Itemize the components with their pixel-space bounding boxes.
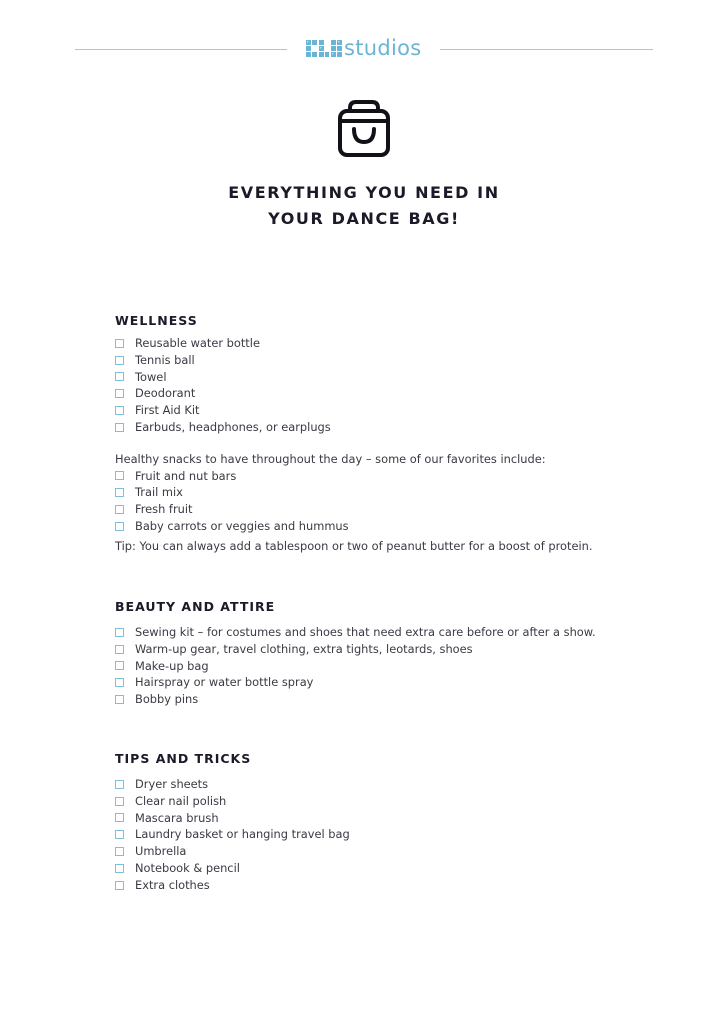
checklist-item-label: Laundry basket or hanging travel bag [135, 827, 350, 842]
checkbox[interactable] [115, 780, 124, 789]
checklist-item[interactable] [115, 624, 675, 641]
page-title [0, 180, 728, 232]
checklist-item-label: Sewing kit – for costumes and shoes that need extra care before or after a show. [135, 625, 596, 639]
tips-checklist [115, 776, 675, 894]
checklist-item-label: Notebook & pencil [135, 860, 240, 875]
checklist-item[interactable] [115, 501, 675, 518]
header-divider-right [440, 49, 653, 50]
wellness-checklist [115, 335, 675, 436]
checkbox[interactable] [115, 661, 124, 670]
checklist-item-label: Fruit and nut bars [135, 468, 237, 483]
checklist-item[interactable] [115, 776, 675, 793]
section-heading: WELLNESS [115, 313, 198, 328]
checkbox[interactable] [115, 797, 124, 806]
checklist-item-label: Warm-up gear, travel clothing, extra tights, leotards, shoes [135, 641, 473, 656]
checklist-item[interactable] [115, 402, 675, 419]
logo-mark-icon [306, 38, 342, 60]
header-divider-left [75, 49, 287, 50]
checklist-item[interactable] [115, 385, 675, 402]
checkbox[interactable] [115, 864, 124, 873]
checklist-item-label: Earbuds, headphones, or earplugs [135, 419, 331, 434]
checklist-item[interactable] [115, 691, 675, 708]
checkbox[interactable] [115, 678, 124, 687]
checkbox[interactable] [115, 356, 124, 365]
logo-text: studios [344, 35, 422, 60]
checklist-item[interactable] [115, 674, 675, 691]
checklist-item[interactable] [115, 641, 675, 658]
checklist-item[interactable] [115, 860, 675, 877]
checkbox[interactable] [115, 645, 124, 654]
page-title-line-2: YOUR DANCE BAG! [268, 209, 460, 228]
checkbox[interactable] [115, 695, 124, 704]
checkbox[interactable] [115, 339, 124, 348]
checklist-item[interactable] [115, 484, 675, 501]
checklist-item-label: Mascara brush [135, 810, 219, 825]
checklist-item[interactable] [115, 369, 675, 386]
checkbox[interactable] [115, 847, 124, 856]
checklist-item[interactable] [115, 518, 675, 535]
checklist-item-label: Bobby pins [135, 692, 199, 707]
snacks-checklist [115, 468, 675, 535]
checklist-item-label: Dryer sheets [135, 777, 209, 791]
checklist-item[interactable] [115, 468, 675, 485]
checkbox[interactable] [115, 830, 124, 839]
checklist-item-label: First Aid Kit [135, 403, 200, 418]
checklist-item-label: Reusable water bottle [135, 336, 260, 350]
section-heading: TIPS AND TRICKS [115, 751, 252, 766]
page-title-line-1: EVERYTHING YOU NEED IN [228, 183, 500, 202]
checklist-item[interactable] [115, 335, 675, 352]
beauty-attire-section [115, 599, 675, 708]
checklist-item-label: Towel [135, 369, 167, 384]
checkbox[interactable] [115, 881, 124, 890]
brand-logo [306, 36, 424, 62]
checklist-item-label: Hairspray or water bottle spray [135, 675, 314, 690]
checkbox[interactable] [115, 423, 124, 432]
tip-text: Tip: You can always add a tablespoon or two of peanut butter for a boost of protein. [115, 538, 593, 553]
checklist-item-label: Baby carrots or veggies and hummus [135, 518, 349, 533]
shopping-bag-icon [337, 98, 391, 158]
checklist-item-label: Make-up bag [135, 658, 209, 673]
checkbox[interactable] [115, 813, 124, 822]
checklist-item-label: Deodorant [135, 386, 196, 401]
checklist-item[interactable] [115, 419, 675, 436]
checklist-item-label: Umbrella [135, 844, 187, 859]
checkbox[interactable] [115, 471, 124, 480]
tips-tricks-section [115, 751, 675, 894]
checkbox[interactable] [115, 372, 124, 381]
checklist-item-label: Extra clothes [135, 877, 210, 892]
section-heading: BEAUTY AND ATTIRE [115, 599, 276, 614]
checkbox[interactable] [115, 628, 124, 637]
checklist-item-label: Tennis ball [135, 352, 195, 367]
checklist-item[interactable] [115, 793, 675, 810]
checkbox[interactable] [115, 406, 124, 415]
wellness-section [115, 313, 675, 555]
checklist-item-label: Fresh fruit [135, 502, 193, 517]
checklist-item[interactable] [115, 352, 675, 369]
snacks-intro-text: Healthy snacks to have throughout the day – some of our favorites include: [115, 451, 546, 466]
checkbox[interactable] [115, 389, 124, 398]
checklist-item[interactable] [115, 810, 675, 827]
checklist-item-label: Clear nail polish [135, 793, 227, 808]
checkbox[interactable] [115, 488, 124, 497]
checklist-item[interactable] [115, 843, 675, 860]
checkbox[interactable] [115, 522, 124, 531]
checklist-item[interactable] [115, 658, 675, 675]
page-header [0, 34, 728, 64]
checkbox[interactable] [115, 505, 124, 514]
checklist-item[interactable] [115, 877, 675, 894]
checklist-item-label: Trail mix [135, 485, 183, 500]
beauty-checklist [115, 624, 675, 708]
checklist-item[interactable] [115, 826, 675, 843]
